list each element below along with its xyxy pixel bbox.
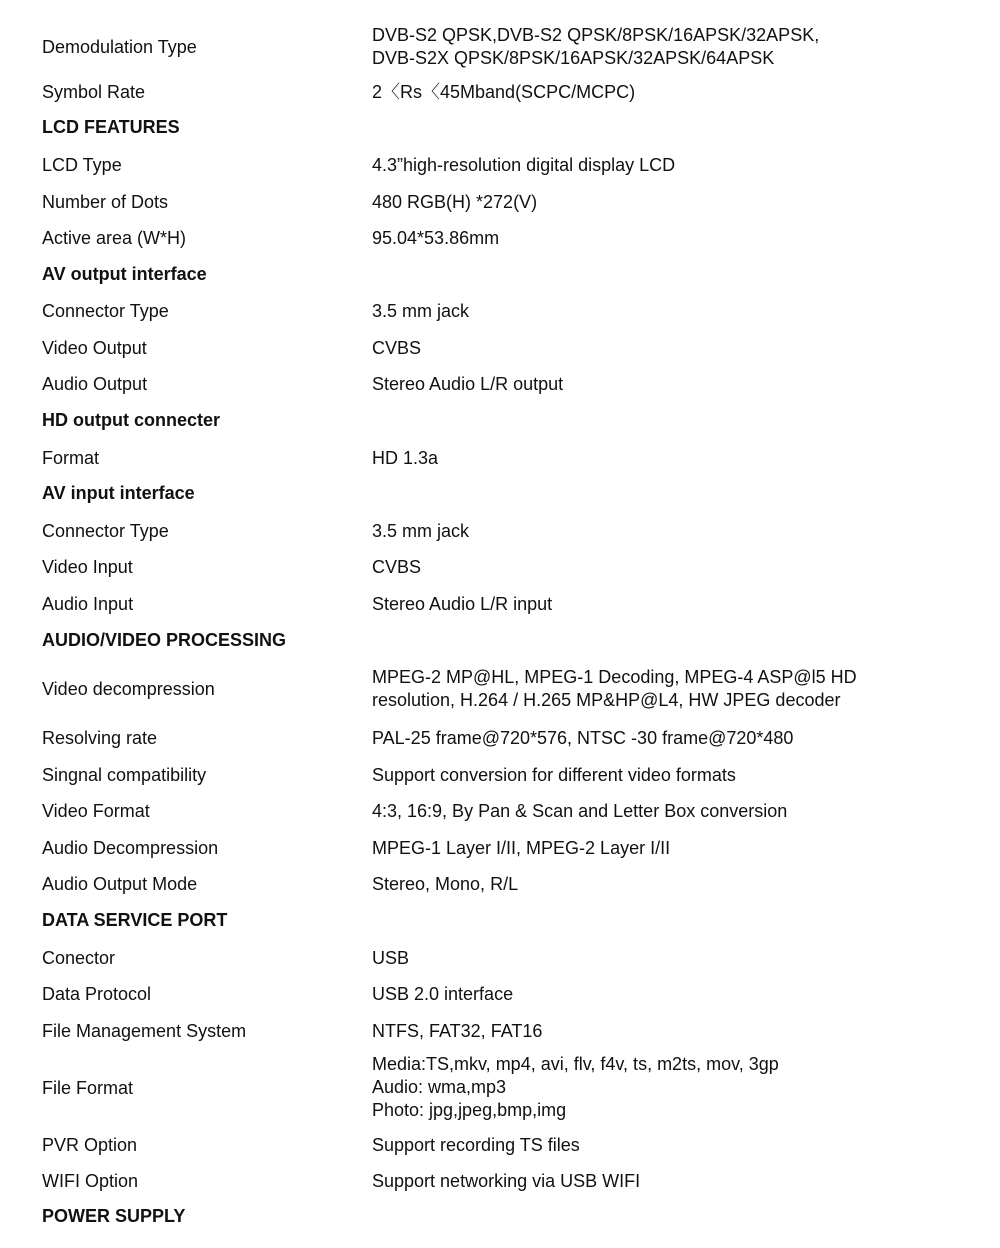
spec-value-line: DVB-S2X QPSK/8PSK/16APSK/32APSK/64APSK — [372, 48, 775, 68]
spec-label: LCD Type — [42, 155, 122, 175]
spec-value-line: 3.5 mm jack — [372, 521, 470, 541]
spec-value — [372, 1134, 580, 1157]
spec-value-line: 3.5 mm jack — [372, 301, 470, 321]
spec-label: Active area (W*H) — [42, 228, 187, 248]
spec-value-line: MPEG-1 Layer I/II, MPEG-2 Layer I/II — [372, 838, 671, 858]
spec-value-line: Media:TS,mkv, mp4, avi, flv, f4v, ts, m2ts, mov, 3gp — [372, 1054, 779, 1074]
spec-label: PVR Option — [42, 1135, 138, 1155]
spec-value — [372, 520, 469, 543]
spec-value-line: USB — [372, 948, 410, 968]
spec-label: Number of Dots — [42, 192, 169, 212]
spec-value-line: 480 RGB(H) *272(V) — [372, 192, 538, 212]
spec-value — [372, 191, 537, 214]
spec-label: Audio Output — [42, 374, 148, 394]
spec-value — [372, 983, 513, 1006]
spec-value — [372, 947, 409, 970]
spec-value-line: DVB-S2 QPSK,DVB-S2 QPSK/8PSK/16APSK/32APSK, — [372, 25, 820, 45]
spec-label: Video Output — [42, 338, 147, 358]
spec-label: Video Input — [42, 557, 133, 577]
spec-value — [372, 447, 438, 470]
spec-value — [372, 764, 736, 787]
spec-label: Audio Input — [42, 594, 134, 614]
spec-value — [372, 727, 793, 750]
spec-value — [372, 81, 635, 104]
spec-label: Data Protocol — [42, 984, 152, 1004]
spec-value-line: Support conversion for different video formats — [372, 765, 736, 785]
spec-value — [372, 300, 469, 323]
spec-value-line: USB 2.0 interface — [372, 984, 514, 1004]
spec-value — [372, 593, 552, 616]
section-title: AV input interface — [42, 483, 195, 503]
section-title: AUDIO/VIDEO PROCESSING — [42, 630, 287, 650]
spec-value-line: 95.04*53.86mm — [372, 228, 500, 248]
spec-value-line: resolution, H.264 / H.265 MP&HP@L4, HW JPEG decoder — [372, 690, 841, 710]
spec-value — [372, 227, 499, 250]
spec-label: Resolving rate — [42, 728, 158, 748]
spec-value — [372, 800, 787, 823]
spec-label: Demodulation Type — [42, 37, 197, 57]
spec-label: File Management System — [42, 1021, 247, 1041]
spec-value-line: Support networking via USB WIFI — [372, 1171, 641, 1191]
section-title: DATA SERVICE PORT — [42, 910, 228, 930]
spec-value-line: CVBS — [372, 338, 422, 358]
section-title: LCD FEATURES — [42, 117, 180, 137]
spec-label: Singnal compatibility — [42, 765, 207, 785]
spec-value-line: HD 1.3a — [372, 448, 439, 468]
spec-value-line: 4.3”high-resolution digital display LCD — [372, 155, 676, 175]
spec-value — [372, 24, 819, 70]
spec-value-line: Support recording TS files — [372, 1135, 580, 1155]
spec-label: Video Format — [42, 801, 150, 821]
section-title: AV output interface — [42, 264, 207, 284]
spec-value — [372, 1170, 640, 1193]
spec-value-line: MPEG-2 MP@HL, MPEG-1 Decoding, MPEG-4 ASP@l5 HD — [372, 667, 857, 687]
spec-value-line: 2〈Rs〈45Mband(SCPC/MCPC) — [372, 82, 636, 102]
spec-value — [372, 556, 421, 579]
spec-label: Connector Type — [42, 301, 169, 321]
spec-value-line: Stereo, Mono, R/L — [372, 874, 519, 894]
spec-label: Audio Decompression — [42, 838, 219, 858]
section-title: HD output connecter — [42, 410, 220, 430]
spec-label: Conector — [42, 948, 116, 968]
section-title: POWER SUPPLY — [42, 1206, 186, 1226]
spec-value-line: 4:3, 16:9, By Pan & Scan and Letter Box conversion — [372, 801, 788, 821]
spec-value — [372, 373, 563, 396]
spec-value — [372, 154, 675, 177]
spec-label: WIFI Option — [42, 1171, 139, 1191]
spec-label: Video decompression — [42, 679, 215, 699]
spec-label: File Format — [42, 1078, 134, 1098]
spec-label: Audio Output Mode — [42, 874, 198, 894]
spec-value-line: Stereo Audio L/R output — [372, 374, 564, 394]
spec-value — [372, 837, 670, 860]
spec-value-line: NTFS, FAT32, FAT16 — [372, 1021, 543, 1041]
spec-value — [372, 1020, 542, 1043]
spec-label: Format — [42, 448, 100, 468]
spec-label: Connector Type — [42, 521, 169, 541]
spec-value-line: Photo: jpg,jpeg,bmp,img — [372, 1100, 567, 1120]
spec-value-line: Stereo Audio L/R input — [372, 594, 553, 614]
spec-value-line: CVBS — [372, 557, 422, 577]
spec-value — [372, 666, 857, 712]
spec-value-line: Audio: wma,mp3 — [372, 1077, 507, 1097]
spec-value — [372, 337, 421, 360]
spec-value — [372, 1053, 779, 1122]
spec-value — [372, 873, 518, 896]
spec-label: Symbol Rate — [42, 82, 146, 102]
spec-value-line: PAL-25 frame@720*576, NTSC -30 frame@720*480 — [372, 728, 794, 748]
